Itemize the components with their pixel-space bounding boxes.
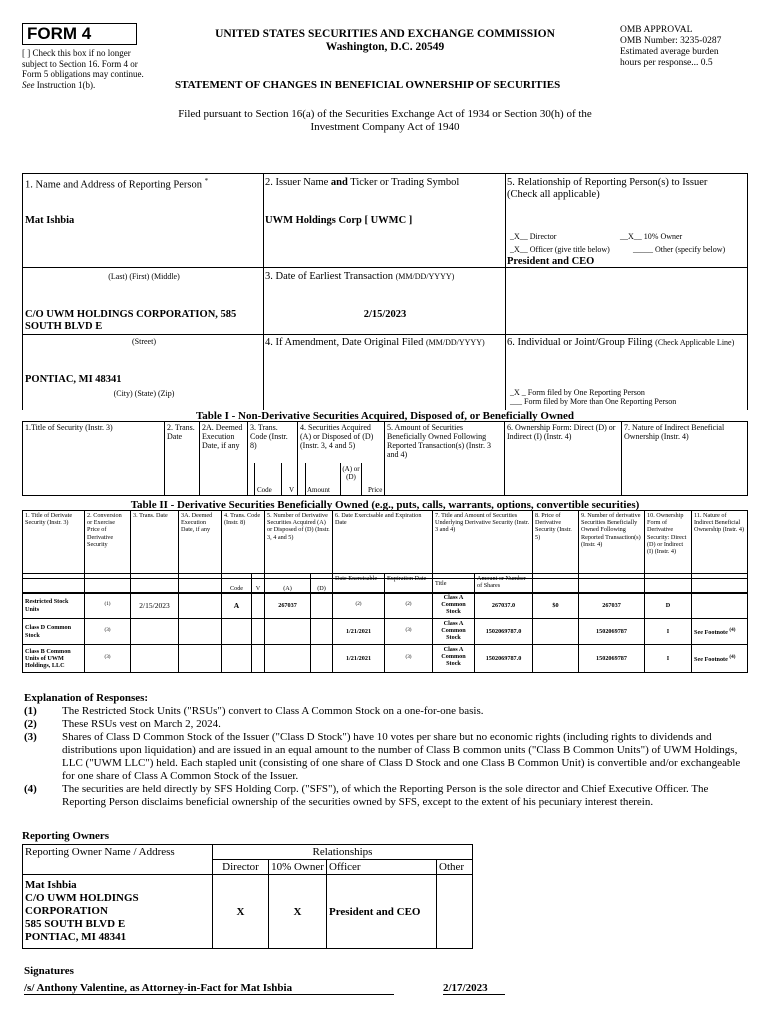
t2-col-owned: 9. Number of derivative Securities Beneficially Owned Following Reported Transaction(s) (Instr. 4) xyxy=(579,511,645,579)
divider xyxy=(254,463,255,496)
t1-col-amount-owned: 5. Amount of Securities Beneficially Owned Following Reported Transaction(s) (Instr. 3 and 4) xyxy=(385,422,505,496)
box6-label: 6. Individual or Joint/Group Filing (Check Applicable Line) xyxy=(507,337,735,348)
t2-row-expiration: (2) xyxy=(385,593,433,619)
t2-sub-blank xyxy=(533,574,579,594)
t2-row-nature: See Footnote $^{(4)}$ xyxy=(692,619,748,645)
table1-title: Table I - Non-Derivative Securities Acquired, Disposed of, or Beneficially Owned xyxy=(195,410,575,422)
t2-sub-blank xyxy=(179,574,222,594)
t2-row-form: D xyxy=(645,593,692,619)
t2-row-deemed xyxy=(179,619,222,645)
t2-col-nature: 11. Nature of Indirect Beneficial Ownership (Instr. 4) xyxy=(692,511,748,579)
owner-officer: President and CEO xyxy=(327,875,437,949)
signatures-heading: Signatures xyxy=(24,965,74,977)
t2-col-conversion: 2. Conversion or Exercise Price of Derivative Security xyxy=(85,511,131,579)
t2-row-form: I xyxy=(645,645,692,673)
t2-row-d xyxy=(311,619,333,645)
filed-pursuant-line-1: Filed pursuant to Section 16(a) of the Securities Exchange Act of 1934 or Section 30(h) of the xyxy=(178,108,592,120)
owner-address: Mat Ishbia C/O UWM HOLDINGS CORPORATION 585 SOUTH BLVD E PONTIAC, MI 48341 xyxy=(23,875,213,949)
t1-sub-code: Code xyxy=(257,486,272,494)
name-parts-label: (Last) (First) (Middle) xyxy=(108,272,180,281)
t2-col-underlying: 7. Title and Amount of Securities Underlying Derivative Security (Instr. 3 and 4) xyxy=(433,511,533,579)
filing-option-one: _X _ Form filed by One Reporting Person xyxy=(510,388,645,397)
form-title: FORM 4 xyxy=(22,23,137,45)
check-note-see: See xyxy=(22,79,35,90)
box5-label: 5. Relationship of Reporting Person(s) to Issuer (Check all applicable) xyxy=(507,177,708,200)
table2-title: Table II - Derivative Securities Beneficially Owned (e.g., puts, calls, warrants, options, convertible securities) xyxy=(130,499,640,511)
t2-row-owned: 267037 xyxy=(579,593,645,619)
t2-row-nature: See Footnote $^{(4)}$ xyxy=(692,645,748,673)
t2-row-conv: (3) xyxy=(85,645,131,673)
t2-row-title: Class D Common Stock xyxy=(23,619,85,645)
divider xyxy=(22,173,23,410)
divider xyxy=(505,334,748,335)
officer-title: President and CEO xyxy=(507,256,595,267)
omb-approval xyxy=(620,25,760,69)
commission-title xyxy=(170,28,600,54)
t2-sub-date-exercisable: Date Exercisable xyxy=(333,574,385,594)
filed-pursuant xyxy=(140,108,630,134)
t2-sub-blank xyxy=(692,574,748,594)
t2-row-a: 267037 xyxy=(265,593,311,619)
check-note-instruction: Instruction 1(b). xyxy=(36,79,96,90)
table2-derivative xyxy=(22,510,748,579)
t2-row-underlying-title: Class A Common Stock xyxy=(433,619,475,645)
t2-row-underlying-amount: 267037.0 xyxy=(475,593,533,619)
t2-row-owned: 1502069787 xyxy=(579,645,645,673)
t2-row-v xyxy=(252,645,265,673)
table-row xyxy=(23,593,748,619)
t1-col-ownership-form: 6. Ownership Form: Direct (D) or Indirect (I) (Instr. 4) xyxy=(505,422,622,496)
signature-date: 2/17/2023 xyxy=(443,982,505,995)
t2-col-number: 5. Number of Derivative Securities Acquired (A) or Disposed of (D) (Instr. 3, 4 and 5) xyxy=(265,511,333,579)
city-label: (City) (State) (Zip) xyxy=(113,389,175,398)
ten-percent-owner-check: __X__ 10% Owner xyxy=(620,232,683,241)
divider xyxy=(22,267,506,268)
divider xyxy=(305,463,306,496)
t2-col-price: 8. Price of Derivative Security (Instr. 5) xyxy=(533,511,579,579)
table-row xyxy=(23,645,748,673)
t2-row-code xyxy=(222,619,252,645)
owner-ten-percent: X xyxy=(269,875,327,949)
commission-line-2: Washington, D.C. 20549 xyxy=(325,41,445,53)
footnote-2: (2) These RSUs vest on March 2, 2024. xyxy=(24,718,221,730)
t2-row-price xyxy=(533,619,579,645)
owners-col-ten-percent: 10% Owner xyxy=(269,860,327,875)
box2-label: 2. Issuer Name and Ticker or Trading Symbol xyxy=(265,177,460,188)
box1-label: 1. Name and Address of Reporting Person * xyxy=(25,177,209,191)
t2-sub-blank xyxy=(131,574,179,594)
divider xyxy=(361,463,362,496)
t1-col-title: 1.Title of Security (Instr. 3) xyxy=(23,422,165,496)
t2-row-underlying-amount: 1502069787.0 xyxy=(475,645,533,673)
footnote-4: (4) The securities are held directly by SFS Holding Corp. ("SFS"), of which the Reporting Person is the sole director and Chief Executive Officer. The Reporting Person disclaims beneficial ownership of the securities owned by SFS, except to the extent of his pecuniary interest therein. xyxy=(24,783,709,808)
street-label: (Street) xyxy=(132,337,156,346)
t2-row-exercisable: 1/21/2021 xyxy=(333,619,385,645)
box3-label: 3. Date of Earliest Transaction (MM/DD/YYYY) xyxy=(265,271,455,282)
reporting-owners-table xyxy=(22,844,473,949)
t1-sub-price: Price xyxy=(368,486,383,494)
divider xyxy=(340,463,341,496)
t1-col-acquired: 4. Securities Acquired (A) or Disposed of (D) (Instr. 3, 4 and 5) xyxy=(298,422,385,496)
owners-col-name: Reporting Owner Name / Address xyxy=(23,845,213,875)
owners-col-other: Other xyxy=(437,860,473,875)
statement-title: STATEMENT OF CHANGES IN BENEFICIAL OWNERSHIP OF SECURITIES xyxy=(175,79,561,91)
owners-col-officer: Officer xyxy=(327,860,437,875)
t1-sub-a-or-d: (A) or (D) xyxy=(342,465,360,481)
t2-row-date xyxy=(131,645,179,673)
t2-row-expiration: (3) xyxy=(385,645,433,673)
t2-row-underlying-title: Class A Common Stock xyxy=(433,593,475,619)
t2-row-code: A xyxy=(222,593,252,619)
table-row xyxy=(23,619,748,645)
divider xyxy=(263,173,264,410)
t2-row-nature xyxy=(692,593,748,619)
t2-row-conv: (3) xyxy=(85,619,131,645)
divider xyxy=(22,173,748,174)
table2-subheader xyxy=(22,573,748,594)
t2-row-deemed xyxy=(179,645,222,673)
t2-row-title: Restricted Stock Units xyxy=(23,593,85,619)
t2-row-owned: 1502069787 xyxy=(579,619,645,645)
t2-col-code: 4. Trans. Code (Instr. 8) xyxy=(222,511,265,579)
filed-pursuant-line-2: Investment Company Act of 1940 xyxy=(310,121,460,133)
other-check: _____ Other (specify below) xyxy=(633,245,726,254)
t2-row-d xyxy=(311,645,333,673)
t2-row-conv: (1) xyxy=(85,593,131,619)
t1-col-nature: 7. Nature of Indirect Beneficial Ownership (Instr. 4) xyxy=(622,422,748,496)
footnote-3: (3) Shares of Class D Common Stock of the Issuer ("Class D Stock") have 10 votes per share but no economic rights (including rights to dividends and distributions upon liquidation) and are issued in an equal amount to the number of Class B common units ("Class B Common Units") of UWM Holdings, LLC ("UWM LLC") held. Each stapled unit (consisting of one share of Class D Stock and one Class B Common Unit) is convertible and/or exchangeable for one share of Class A Common Stock of the Issuer. xyxy=(24,731,741,782)
owner-other xyxy=(437,875,473,949)
commission-line-1: UNITED STATES SECURITIES AND EXCHANGE COMMISSION xyxy=(215,28,555,40)
t2-sub-expiration: Expiration Date xyxy=(385,574,433,594)
t2-row-deemed xyxy=(179,593,222,619)
t1-col-trans-date: 2. Trans. Date xyxy=(165,422,200,496)
city-state-zip: PONTIAC, MI 48341 xyxy=(25,374,122,385)
omb-burden-1: Estimated average burden xyxy=(620,47,719,57)
t2-row-v xyxy=(252,593,265,619)
signature: /s/ Anthony Valentine, as Attorney-in-Fact for Mat Ishbia xyxy=(24,982,394,995)
t1-col-deemed-date: 2A. Deemed Execution Date, if any xyxy=(200,422,248,496)
t2-sub-amount: Amount or Number of Shares xyxy=(475,574,533,594)
t2-row-date xyxy=(131,619,179,645)
reporting-person-name: Mat Ishbia xyxy=(25,215,75,226)
t2-sub-a: (A) xyxy=(265,574,311,594)
divider xyxy=(505,173,506,410)
divider xyxy=(281,463,282,496)
t2-col-dates: 6. Date Exercisable and Expiration Date xyxy=(333,511,433,579)
t2-row-price xyxy=(533,645,579,673)
t2-row-code xyxy=(222,645,252,673)
t2-sub-v: V xyxy=(252,574,265,594)
t2-row-form: I xyxy=(645,619,692,645)
t2-row-title: Class B Common Units of UWM Holdings, LLC xyxy=(23,645,85,673)
t2-row-price: $0 xyxy=(533,593,579,619)
earliest-transaction-date: 2/15/2023 xyxy=(363,309,407,320)
t2-row-date: 2/15/2023 xyxy=(131,593,179,619)
t2-row-underlying-title: Class A Common Stock xyxy=(433,645,475,673)
t2-sub-blank xyxy=(23,574,85,594)
owner-director: X xyxy=(213,875,269,949)
t2-row-exercisable: (2) xyxy=(333,593,385,619)
t2-sub-blank xyxy=(579,574,645,594)
t2-sub-blank xyxy=(645,574,692,594)
t2-col-title: 1. Title of Derivate Security (Instr. 3) xyxy=(23,511,85,579)
reporting-owners-heading: Reporting Owners xyxy=(22,830,110,842)
omb-burden-2: hours per response... 0.5 xyxy=(620,58,713,68)
divider xyxy=(747,173,748,410)
t2-row-underlying-amount: 1502069787.0 xyxy=(475,619,533,645)
table-row xyxy=(23,875,473,949)
explanation-of-responses xyxy=(24,692,744,809)
box4-label: 4. If Amendment, Date Original Filed (MM/DD/YYYY) xyxy=(265,337,485,348)
t1-sub-v: V xyxy=(289,486,295,494)
officer-check: _X__ Officer (give title below) xyxy=(510,245,610,254)
t1-col-code: 3. Trans. Code (Instr. 8) xyxy=(248,422,298,496)
t1-sub-amount: Amount xyxy=(307,486,330,494)
t2-col-trans-date: 3. Trans. Date xyxy=(131,511,179,579)
t2-row-expiration: (3) xyxy=(385,619,433,645)
filing-option-multiple: ___ Form filed by More than One Reporting Person xyxy=(510,397,677,406)
owners-col-relationships: Relationships xyxy=(213,845,473,860)
omb-number: OMB Number: 3235-0287 xyxy=(620,36,722,46)
divider xyxy=(22,334,506,335)
t2-sub-d: (D) xyxy=(311,574,333,594)
footnote-1: (1) The Restricted Stock Units ("RSUs") convert to Class A Common Stock on a one-for-one basis. xyxy=(24,705,484,717)
t2-col-form: 10. Ownership Form of Derivative Security: Direct (D) or Indirect (I) (Instr. 4) xyxy=(645,511,692,579)
director-check: _X__ Director xyxy=(510,232,557,241)
t2-sub-blank xyxy=(85,574,131,594)
table1-non-derivative xyxy=(22,421,748,496)
t2-row-a xyxy=(265,619,311,645)
check-note-text: [ ] Check this box if no longer subject to Section 16. Form 4 or Form 5 obligations may continue. xyxy=(22,48,144,79)
street-address: C/O UWM HOLDINGS CORPORATION, 585 SOUTH BLVD E xyxy=(25,309,237,332)
omb-approval-label: OMB APPROVAL xyxy=(620,25,693,35)
t2-sub-code: Code xyxy=(222,574,252,594)
t2-row-d xyxy=(311,593,333,619)
t2-row-a xyxy=(265,645,311,673)
owners-col-director: Director xyxy=(213,860,269,875)
issuer-name: UWM Holdings Corp [ UWMC ] xyxy=(265,215,413,226)
t2-sub-title: Title xyxy=(433,574,475,594)
t2-row-exercisable: 1/21/2021 xyxy=(333,645,385,673)
table2-rows xyxy=(22,592,748,673)
check-box-note xyxy=(22,48,152,90)
explanation-heading: Explanation of Responses: xyxy=(24,692,149,704)
t2-col-deemed-date: 3A. Deemed Execution Date, if any xyxy=(179,511,222,579)
t2-row-v xyxy=(252,619,265,645)
